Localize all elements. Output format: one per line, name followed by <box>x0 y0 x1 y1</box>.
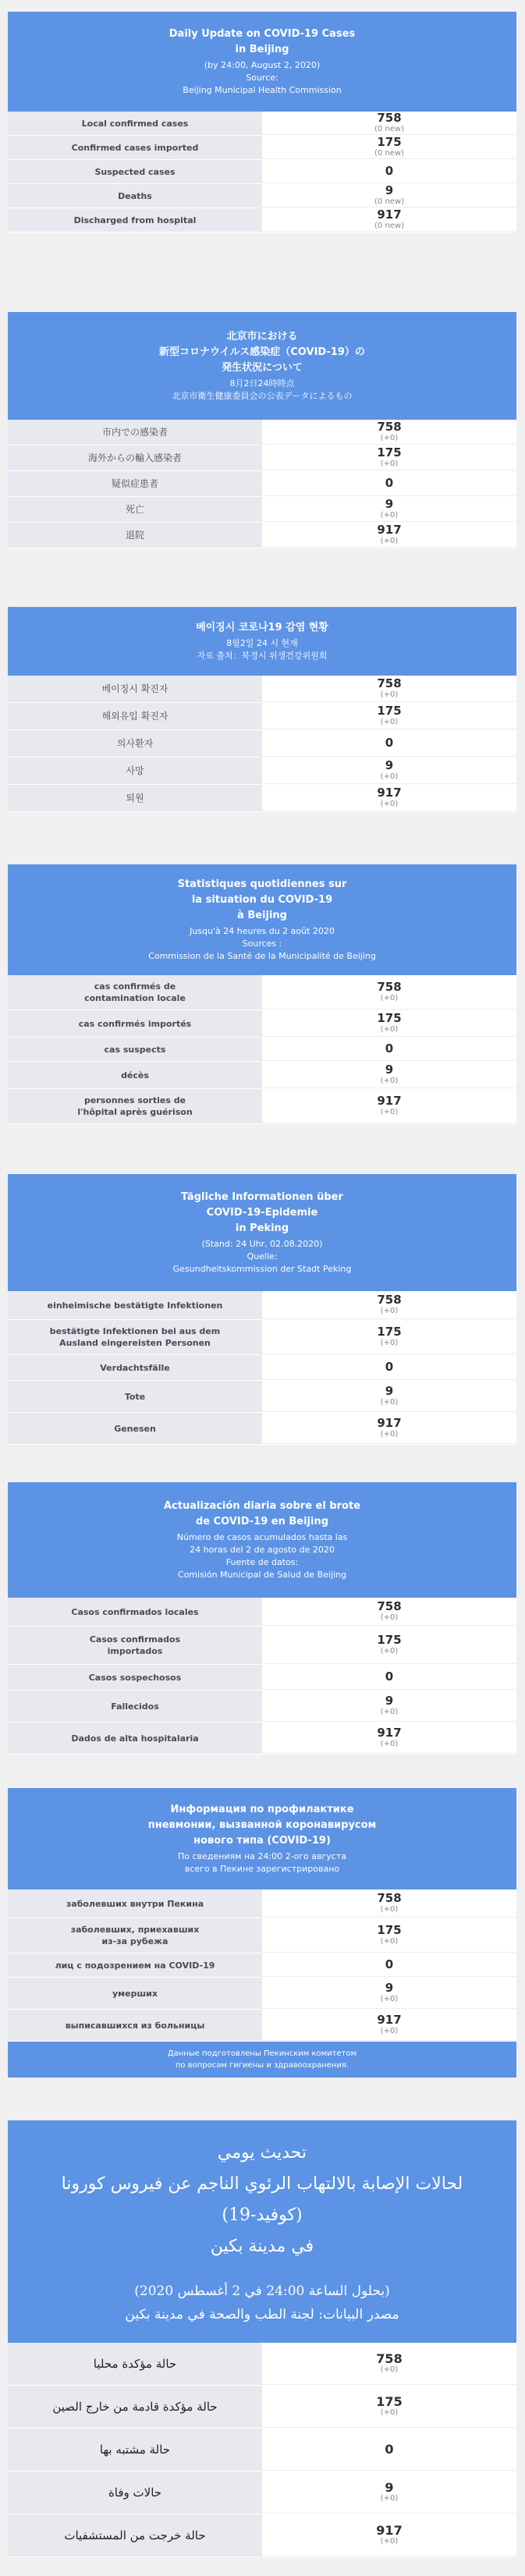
row-label: einheimische bestätigte Infektionen <box>8 1291 262 1319</box>
row-value: 9 <box>385 1384 394 1398</box>
card-date: Número de casos acumulados hasta las 24 horas del 2 de agosto de 2020 <box>176 1532 348 1555</box>
stats-row <box>8 1723 516 1755</box>
stats-row <box>8 1918 516 1953</box>
row-label: 死亡 <box>8 497 262 522</box>
row-value-cell <box>262 730 516 757</box>
row-label: حالات وفاة <box>8 2471 262 2514</box>
card-footer-note: Данные подготовлены Пекинским комитетом по вопросам гигиены и здравоохранения. <box>8 2042 516 2077</box>
row-value: 917 <box>377 208 402 222</box>
card-header <box>8 312 516 420</box>
row-label: Casos confirmados importados <box>8 1627 262 1664</box>
row-value-cell <box>262 184 516 208</box>
stats-row <box>8 1010 516 1038</box>
stats-row <box>8 208 516 232</box>
stats-row <box>8 1291 516 1320</box>
row-label: 사망 <box>8 758 262 784</box>
row-value-cell <box>262 1413 516 1444</box>
card-source: Quelle: Gesundheitskommission der Stadt Peking <box>172 1251 352 1274</box>
stats-row <box>8 1413 516 1445</box>
row-value: 9 <box>385 2480 394 2495</box>
card-spanish <box>8 1482 516 1755</box>
row-label: cas confirmés de contamination locale <box>8 975 262 1009</box>
row-delta: (+0) <box>380 718 399 726</box>
row-label: cas confirmés importés <box>8 1010 262 1037</box>
row-value: 917 <box>377 1726 402 1740</box>
stats-row <box>8 785 516 812</box>
row-value: 758 <box>377 980 402 994</box>
row-value: 0 <box>385 2442 394 2457</box>
card-date: (Stand: 24 Uhr, 02.08.2020) <box>201 1239 323 1249</box>
row-label: умерших <box>8 1978 262 2009</box>
row-label: bestätigte Infektionen bei aus dem Ausland eingereisten Personen <box>8 1320 262 1354</box>
row-label: 退院 <box>8 523 262 548</box>
row-value: 175 <box>376 2394 403 2409</box>
row-value: 175 <box>377 445 402 459</box>
card-header <box>8 607 516 676</box>
row-label: заболевших, приехавших из-за рубежа <box>8 1918 262 1953</box>
row-label: décès <box>8 1062 262 1088</box>
row-value-cell <box>262 1665 516 1690</box>
row-delta: (+0) <box>380 537 399 545</box>
row-delta: (+0) <box>380 1937 399 1946</box>
stats-row <box>8 184 516 208</box>
row-value-cell <box>262 1953 516 1977</box>
row-delta: (+0) <box>380 1708 399 1716</box>
stats-row <box>8 730 516 758</box>
row-value-cell <box>262 2343 516 2385</box>
card-date: (بحلول الساعة 24:00 في 2 أغسطس 2020) <box>134 2283 390 2299</box>
row-delta: (+0) <box>380 690 399 699</box>
stats-row <box>8 136 516 160</box>
row-value: 758 <box>377 1599 402 1613</box>
row-delta: (+0) <box>380 1339 399 1347</box>
row-delta: (+0) <box>380 1307 399 1315</box>
stats-row <box>8 1889 516 1918</box>
row-delta: (+0) <box>380 2365 399 2374</box>
card-date: Jusqu'à 24 heures du 2 août 2020 <box>190 926 335 936</box>
stats-row <box>8 676 516 703</box>
stats-table <box>8 1598 516 1755</box>
row-value: 758 <box>377 1293 402 1307</box>
stats-row <box>8 1598 516 1627</box>
row-value-cell <box>262 785 516 811</box>
row-delta: (+0) <box>380 1430 399 1439</box>
row-value: 175 <box>377 1011 402 1025</box>
row-value-cell <box>262 1320 516 1354</box>
row-value: 917 <box>377 786 402 800</box>
card-source: مصدر البيانات: لجنة الطب والصحة في مدينة بكين <box>125 2306 399 2322</box>
row-label: cas suspects <box>8 1038 262 1061</box>
row-value-cell <box>262 445 516 470</box>
row-value-cell <box>262 208 516 232</box>
stats-table <box>8 112 516 232</box>
row-delta: (+0) <box>380 459 399 468</box>
row-value-cell <box>262 676 516 702</box>
stats-row <box>8 2343 516 2386</box>
row-value-cell <box>262 1062 516 1088</box>
row-value-cell <box>262 1598 516 1626</box>
card-german <box>8 1174 516 1445</box>
row-label: Fallecidos <box>8 1691 262 1722</box>
stats-table <box>8 1889 516 2042</box>
card-arabic <box>8 2120 516 2557</box>
row-value-cell <box>262 1038 516 1061</box>
row-value: 758 <box>377 420 402 434</box>
row-value: 917 <box>377 523 402 537</box>
row-value: 758 <box>377 1891 402 1905</box>
row-delta: (+0) <box>380 1905 399 1914</box>
row-label: Tote <box>8 1381 262 1412</box>
row-value: 175 <box>377 1633 402 1647</box>
card-header <box>8 864 516 975</box>
card-korean <box>8 607 516 812</box>
row-value-cell <box>262 420 516 445</box>
card-source: Fuente de datos: Comisión Municipal de Salud de Beijing <box>177 1557 347 1580</box>
card-source: Source: Beijing Municipal Health Commission <box>183 73 342 95</box>
stats-table <box>8 1291 516 1445</box>
stats-row <box>8 1355 516 1381</box>
row-value-cell <box>262 1978 516 2009</box>
row-value-cell <box>262 1691 516 1722</box>
row-value-cell <box>262 160 516 183</box>
card-french <box>8 864 516 1124</box>
row-value: 175 <box>377 1923 402 1937</box>
card-title: Tägliche Informationen über COVID-19-Epidemie in Peking <box>181 1191 343 1234</box>
row-label: выписавшихся из больницы <box>8 2010 262 2041</box>
stats-row <box>8 445 516 471</box>
row-label: Casos confirmados locales <box>8 1598 262 1626</box>
row-value: 9 <box>385 758 394 772</box>
row-delta: (+0) <box>380 1398 399 1407</box>
row-label: Verdachtsfälle <box>8 1355 262 1380</box>
row-delta: (+0) <box>380 2494 399 2503</box>
card-date: 8月2日24時時点 <box>229 378 295 389</box>
row-value: 9 <box>385 1694 394 1708</box>
stats-row <box>8 1320 516 1355</box>
row-value-cell <box>262 703 516 729</box>
stats-table <box>8 420 516 548</box>
stats-row <box>8 2471 516 2514</box>
card-date: По сведениям на 24:00 2-ого августа всего в Пекине зарегистрировано <box>178 1851 346 1874</box>
stats-row <box>8 1953 516 1978</box>
row-label: حالة مشتبه بها <box>8 2429 262 2471</box>
row-value-cell <box>262 2471 516 2514</box>
card-title: تحديث يومي لحالات الإصابة بالالتهاب الرئوي الناجم عن فيروس كورونا (كوفيد-19) في مدينة بكين <box>61 2142 463 2256</box>
row-label: حالة مؤكدة محليا <box>8 2343 262 2385</box>
row-delta: (+0) <box>380 1647 399 1655</box>
row-value-cell <box>262 112 516 135</box>
row-value: 0 <box>385 736 394 750</box>
stats-table <box>8 975 516 1124</box>
card-title: Daily Update on COVID-19 Cases in Beijing <box>168 28 356 55</box>
row-value: 917 <box>377 2013 402 2027</box>
stats-row <box>8 1665 516 1691</box>
stats-row <box>8 1381 516 1413</box>
row-value-cell <box>262 497 516 522</box>
row-label: Casos sospechosos <box>8 1665 262 1690</box>
row-value-cell <box>262 2514 516 2556</box>
row-value: 758 <box>376 2351 403 2366</box>
row-value-cell <box>262 1918 516 1953</box>
card-header <box>8 1174 516 1291</box>
stats-row <box>8 975 516 1010</box>
card-source: 자료 출처：북경시 위생건강위원회 <box>197 651 328 661</box>
stats-row <box>8 2514 516 2557</box>
row-value-cell <box>262 2386 516 2428</box>
row-value: 758 <box>377 111 402 125</box>
row-label: 市内での感染者 <box>8 420 262 445</box>
row-value-cell <box>262 1355 516 1380</box>
row-label: Dados de alta hospitalaria <box>8 1723 262 1754</box>
row-value: 175 <box>377 1325 402 1339</box>
row-label: 疑似症患者 <box>8 471 262 496</box>
row-label: заболевших внутри Пекина <box>8 1889 262 1918</box>
row-delta: (+0) <box>380 772 399 781</box>
stats-row <box>8 160 516 184</box>
row-value: 9 <box>385 1981 394 1995</box>
card-japanese <box>8 312 516 548</box>
row-value: 917 <box>376 2523 403 2538</box>
row-value-cell <box>262 758 516 784</box>
stats-table <box>8 676 516 812</box>
row-label: 의사환자 <box>8 730 262 757</box>
row-delta: (0 new) <box>374 222 404 230</box>
row-value: 175 <box>377 704 402 718</box>
card-header <box>8 1482 516 1598</box>
card-title: Информация по профилактике пневмонии, вызванной коронавирусом нового типа (COVID-19) <box>147 1804 377 1847</box>
stats-table <box>8 2343 516 2557</box>
stats-row <box>8 1691 516 1723</box>
row-value: 0 <box>385 1041 394 1056</box>
card-header <box>8 1788 516 1889</box>
row-label: حالة خرجت من المستشفيات <box>8 2514 262 2556</box>
row-value: 0 <box>385 1957 394 1971</box>
row-delta: (+0) <box>380 800 399 808</box>
row-delta: (+0) <box>380 1025 399 1034</box>
row-value: 0 <box>385 1669 394 1684</box>
row-value-cell <box>262 975 516 1009</box>
stats-row <box>8 1089 516 1124</box>
row-delta: (0 new) <box>374 125 404 133</box>
stats-row <box>8 758 516 785</box>
row-delta: (+0) <box>380 2537 399 2546</box>
row-value-cell <box>262 1627 516 1664</box>
row-delta: (+0) <box>380 1077 399 1085</box>
card-title: Actualización diaria sobre el brote de COVID-19 en Beijing <box>163 1500 361 1528</box>
row-value-cell <box>262 523 516 548</box>
row-delta: (+0) <box>380 1995 399 2003</box>
row-value-cell <box>262 1381 516 1412</box>
row-value: 917 <box>377 1094 402 1108</box>
stats-row <box>8 1627 516 1665</box>
row-label: Suspected cases <box>8 160 262 183</box>
row-value: 917 <box>377 1416 402 1430</box>
card-title: 北京市における 新型コロナウイルス感染症（COVID-19）の 発生状況について <box>159 331 365 374</box>
row-delta: (+0) <box>380 1740 399 1748</box>
card-english <box>8 12 516 232</box>
row-delta: (0 new) <box>374 149 404 158</box>
row-delta: (+0) <box>380 511 399 520</box>
stats-row <box>8 1062 516 1089</box>
stats-row <box>8 2010 516 2042</box>
row-delta: (+0) <box>380 434 399 442</box>
row-value: 0 <box>385 476 394 490</box>
stats-row <box>8 2429 516 2471</box>
row-value: 0 <box>385 164 394 178</box>
row-label: personnes sorties de l'hôpital après guérison <box>8 1089 262 1123</box>
row-label: Deaths <box>8 184 262 208</box>
row-delta: (+0) <box>380 994 399 1002</box>
row-value-cell <box>262 1889 516 1918</box>
card-source: Sources : Commission de la Santé de la Municipalité de Beijing <box>148 939 376 961</box>
card-source: 北京市衛生健康委員会の公表データによるもの <box>172 391 353 401</box>
card-header <box>8 12 516 112</box>
stats-row <box>8 497 516 523</box>
row-delta: (+0) <box>380 2408 399 2417</box>
card-title: 베이징시 코로나19 감염 현황 <box>196 622 328 633</box>
row-value-cell <box>262 471 516 496</box>
stats-row <box>8 1038 516 1062</box>
stats-row <box>8 2386 516 2429</box>
row-value-cell <box>262 1010 516 1037</box>
row-label: Genesen <box>8 1413 262 1444</box>
card-date: (by 24:00, August 2, 2020) <box>204 60 321 70</box>
row-value-cell <box>262 2429 516 2471</box>
row-label: 베이징시 확진자 <box>8 676 262 702</box>
row-label: 海外からの輸入感染者 <box>8 445 262 470</box>
card-date: 8월2일 24 시 현재 <box>226 638 298 648</box>
row-label: 퇴원 <box>8 785 262 811</box>
stats-row <box>8 1978 516 2010</box>
row-label: حالة مؤكدة قادمة من خارج الصين <box>8 2386 262 2428</box>
row-delta: (+0) <box>380 1108 399 1116</box>
row-value: 9 <box>385 497 394 511</box>
row-label: лиц с подозрением на COVID-19 <box>8 1953 262 1977</box>
card-title: Statistiques quotidiennes sur la situation du COVID-19 à Beijing <box>177 878 347 921</box>
card-header <box>8 2120 516 2343</box>
row-value: 0 <box>385 1360 394 1374</box>
stats-row <box>8 703 516 730</box>
stats-row <box>8 523 516 548</box>
row-value: 175 <box>377 135 402 149</box>
card-russian <box>8 1788 516 2077</box>
stats-row <box>8 420 516 445</box>
row-delta: (+0) <box>380 2027 399 2035</box>
row-label: Discharged from hospital <box>8 208 262 232</box>
stats-row <box>8 112 516 136</box>
row-label: Local confirmed cases <box>8 112 262 135</box>
row-value-cell <box>262 2010 516 2041</box>
row-label: 해외유입 확진자 <box>8 703 262 729</box>
row-value-cell <box>262 1723 516 1754</box>
row-value-cell <box>262 1291 516 1319</box>
row-value-cell <box>262 136 516 159</box>
row-value-cell <box>262 1089 516 1123</box>
row-value: 758 <box>377 676 402 690</box>
row-value: 9 <box>385 183 394 197</box>
row-delta: (+0) <box>380 1613 399 1622</box>
row-value: 9 <box>385 1063 394 1077</box>
row-delta: (0 new) <box>374 197 404 206</box>
stats-row <box>8 471 516 497</box>
row-label: Confirmed cases imported <box>8 136 262 159</box>
